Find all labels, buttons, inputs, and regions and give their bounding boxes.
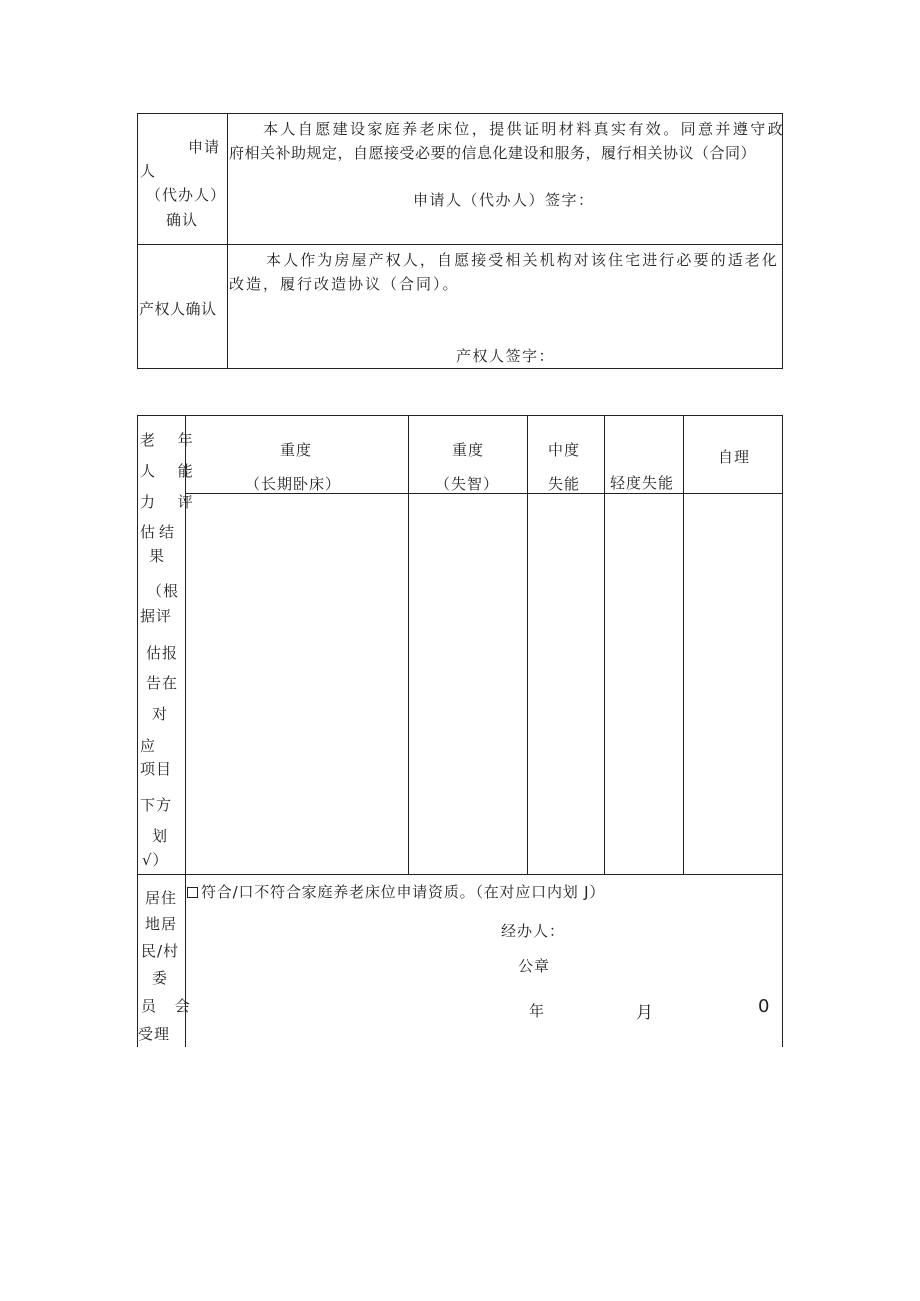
- community-label-line: 民/村: [141, 942, 180, 960]
- table1-right-border: [782, 113, 783, 369]
- assessment-label-line: 力 评: [140, 493, 202, 511]
- table1-row-divider: [137, 244, 783, 245]
- assessment-label-line: 告在: [146, 674, 179, 692]
- column-header-line1: 中度: [548, 441, 581, 459]
- column-header-self-care: [683, 415, 782, 493]
- applicant-statement-line2: 府相关补助规定，自愿接受必要的信息化建设和服务，履行相关协议（合同）: [229, 144, 757, 162]
- table2-right-border: [782, 415, 783, 1047]
- applicant-statement-line1: 本人自愿建设家庭养老床位，提供证明材料真实有效。同意并遵守政: [263, 120, 786, 138]
- table1-top-border: [137, 113, 783, 114]
- applicant-label-line3: （代办人）: [146, 186, 227, 204]
- assessment-label-line: 项目: [140, 760, 173, 778]
- applicant-signature-label: 申请人（代办人）签字：: [413, 191, 595, 209]
- year-label: 年: [529, 1002, 546, 1020]
- assessment-label-line: 估报: [146, 644, 179, 662]
- owner-label: 产权人确认: [139, 300, 217, 318]
- assessment-label-line: 据评: [140, 607, 173, 625]
- qualification-statement: [187, 881, 605, 902]
- day-label: 0: [758, 996, 771, 1017]
- column-header-line2: （失智）: [435, 475, 500, 493]
- column-header-line2: 轻度失能: [610, 474, 675, 492]
- assessment-label-line: 老 年: [140, 431, 202, 449]
- column-header-line1: 重度: [280, 441, 313, 459]
- month-label: 月: [636, 1003, 654, 1023]
- community-label-line: 员 会: [141, 997, 197, 1015]
- table1-col-divider: [227, 113, 228, 369]
- table1-bottom-border: [137, 368, 783, 369]
- column-header-line2: （长期卧床）: [245, 475, 342, 493]
- assessment-label-line: 划: [152, 827, 169, 845]
- assessment-label-line: （根: [147, 582, 180, 600]
- column-header-line1: 自理: [718, 448, 751, 466]
- applicant-label-line4: 确认: [166, 211, 199, 229]
- assessment-label-line: √）: [142, 851, 169, 869]
- assessment-label-line: 果: [149, 547, 166, 565]
- handler-label: 经办人：: [501, 922, 566, 940]
- assessment-label-line: 下方: [140, 796, 173, 814]
- column-header-mild: [604, 415, 683, 493]
- owner-signature-label: 产权人签字：: [456, 347, 556, 365]
- column-header-moderate: [527, 415, 604, 493]
- table2-row-divider: [137, 874, 783, 875]
- qualify-checkbox[interactable]: [187, 887, 198, 898]
- community-label-line: 地居: [145, 915, 178, 933]
- column-header-severe-dementia: [408, 415, 527, 493]
- assessment-label-line: 人 能: [140, 462, 202, 480]
- applicant-label-line2: 人: [140, 162, 157, 180]
- owner-statement-line2: 改造，履行改造协议（合同）。: [229, 275, 460, 293]
- assessment-label-line: 估结: [140, 523, 179, 541]
- seal-label: 公章: [518, 957, 551, 975]
- assessment-label-line: 对: [152, 705, 169, 723]
- table1-left-border: [137, 113, 138, 369]
- community-label-line: 受理: [138, 1025, 171, 1043]
- assessment-label-line: 应: [140, 737, 157, 755]
- column-header-line2: 失能: [548, 475, 581, 493]
- column-header-line1: 重度: [452, 441, 485, 459]
- table2-left-border: [137, 415, 138, 1047]
- community-label-line: 委: [152, 969, 169, 987]
- column-header-severe-bedridden: [185, 415, 408, 493]
- qualification-text: 符合/口不符合家庭养老床位申请资质。（在对应口内划 J）: [201, 883, 606, 901]
- community-label-line: 居住: [145, 889, 178, 907]
- applicant-label-line1: 申请: [188, 138, 221, 156]
- owner-statement-line1: 本人作为房屋产权人，自愿接受相关机构对该住宅进行必要的适老化: [266, 251, 780, 269]
